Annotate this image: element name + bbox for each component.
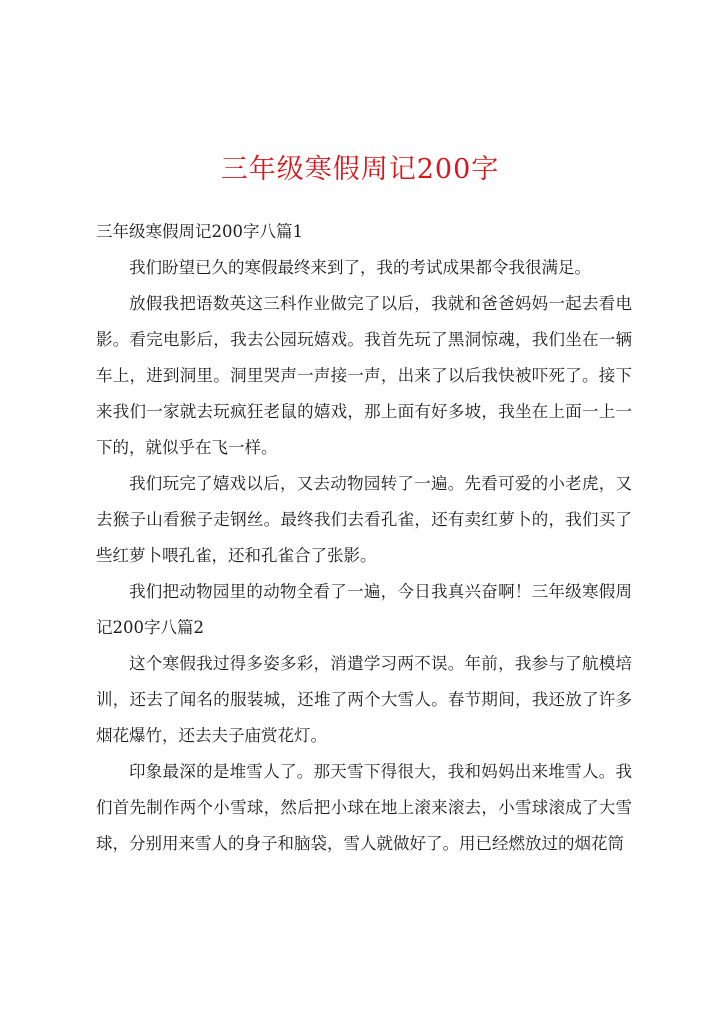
body-paragraph: 我们盼望已久的寒假最终来到了，我的考试成果都令我很满足。 (129, 258, 591, 277)
body-paragraph: 我们玩完了嬉戏以后，又去动物园转了一遍。先看可爱的小老虎，又去猴子山看猴子走钢丝。最终我们去看孔雀，还有卖红萝卜的，我们买了些红萝卜喂孔雀，还和孔雀合了张影。 (96, 474, 632, 565)
body-paragraph: 印象最深的是堆雪人了。那天雪下得很大，我和妈妈出来堆雪人。我们首先制作两个小雪球，然后把小球在地上滚来滚去，小雪球滚成了大雪球，分别用来雪人的身子和脑袋，雪人就做好了。用已经燃放过的烟花筒 (96, 762, 632, 853)
body-paragraph: 放假我把语数英这三科作业做完了以后，我就和爸爸妈妈一起去看电影。看完电影后，我去公园玩嬉戏。我首先玩了黑洞惊魂，我们坐在一辆车上，进到洞里。洞里哭声一声接一声，出来了以后我快被吓死了。接下来我们一家就去玩疯狂老鼠的嬉戏，那上面有好多坡，我坐在上面一上一下的，就似乎在飞一样。 (96, 294, 632, 457)
body-paragraph: 我们把动物园里的动物全看了一遍，今日我真兴奋啊！三年级寒假周记200字八篇2 (96, 582, 632, 637)
section-heading: 三年级寒假周记200字八篇1 (96, 222, 303, 241)
body-paragraph: 这个寒假我过得多姿多彩，消遣学习两不误。年前，我参与了航模培训，还去了闻名的服装城，还堆了两个大雪人。春节期间，我还放了许多烟花爆竹，还去夫子庙赏花灯。 (96, 654, 632, 745)
document-body (96, 214, 632, 862)
document-title: 三年级寒假周记200字 (220, 154, 500, 185)
